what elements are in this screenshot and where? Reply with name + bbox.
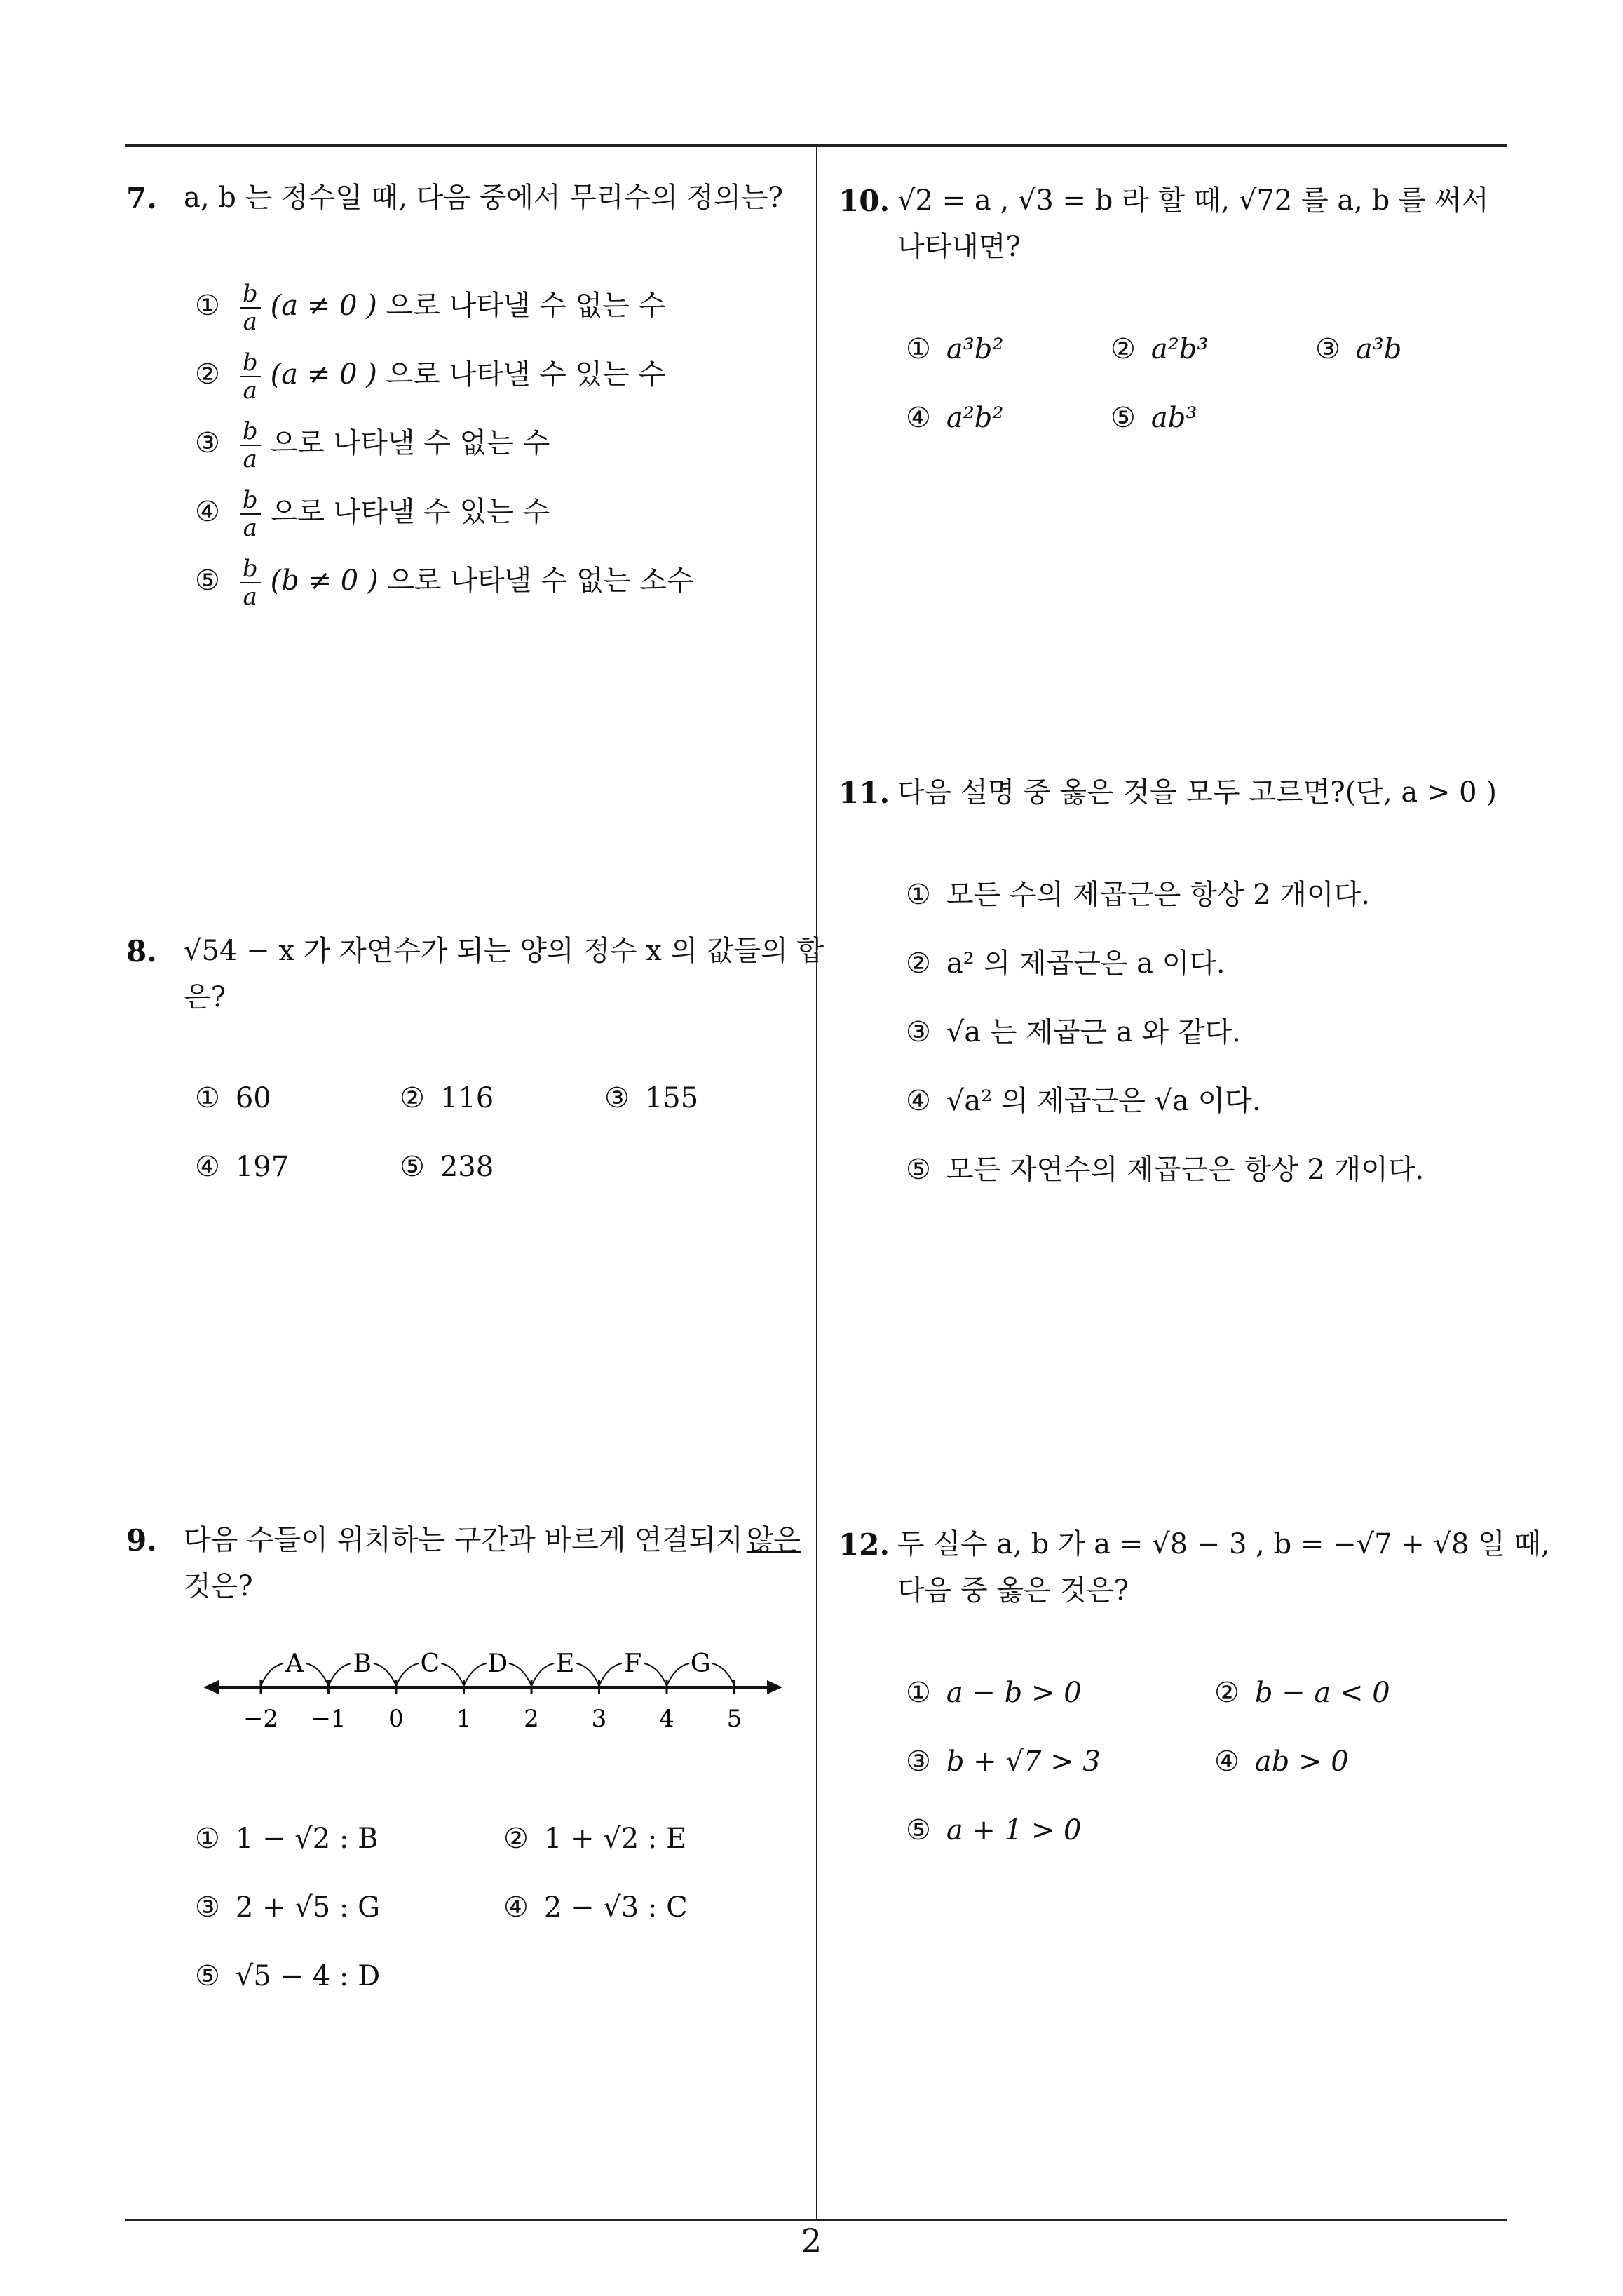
option-mark: ⑤ [195, 565, 220, 597]
option-5[interactable] [906, 1809, 1082, 1851]
option-text: 1 − √2 : B [235, 1823, 379, 1855]
number-line-label: 1 [456, 1705, 472, 1733]
option-3[interactable] [906, 1741, 1101, 1783]
question-number: 8. [126, 934, 157, 968]
option-text: a + 1 > 0 [946, 1814, 1082, 1846]
question-text-line2: 것은? [184, 1570, 253, 1602]
option-2[interactable] [906, 943, 1225, 985]
option-3[interactable] [195, 418, 550, 473]
option-2[interactable] [1214, 1672, 1390, 1714]
option-mark: ② [906, 947, 931, 980]
option-1[interactable] [906, 874, 1370, 916]
option-mark: ② [1214, 1677, 1240, 1709]
option-mark: ③ [906, 1745, 931, 1778]
option-mark: ⑤ [906, 1814, 931, 1846]
question-number: 11. [838, 776, 890, 810]
option-text: 으로 나타낼 수 없는 소수 [387, 565, 694, 597]
interval-label: B [353, 1649, 372, 1678]
option-mark: ① [195, 1823, 220, 1855]
option-mark: ① [906, 1677, 931, 1709]
option-mark: ④ [906, 402, 931, 434]
option-3[interactable] [195, 1886, 380, 1929]
option-text: 238 [440, 1151, 494, 1183]
interval-label: C [420, 1649, 440, 1678]
option-text: ab³ [1150, 402, 1197, 434]
option-text: 모든 자연수의 제곱근은 항상 2 개이다. [946, 1154, 1425, 1186]
column-divider [816, 144, 817, 2220]
question-number: 7. [126, 181, 157, 215]
bottom-rule [125, 2219, 1507, 2221]
option-text: 2 + √5 : G [235, 1891, 381, 1924]
option-1[interactable] [906, 1672, 1082, 1714]
option-text: 197 [235, 1151, 290, 1183]
option-text: 모든 수의 제곱근은 항상 2 개이다. [946, 879, 1370, 911]
option-text: a²b³ [1150, 333, 1209, 365]
option-text: a²b² [946, 402, 1004, 434]
emphasis-underlined: 않은 [746, 1524, 801, 1556]
interval-label: F [624, 1649, 642, 1678]
number-line-label: 2 [524, 1705, 539, 1733]
option-4[interactable] [1214, 1741, 1349, 1783]
option-text: 으로 나타낼 수 없는 수 [386, 290, 666, 322]
interval-label: A [285, 1649, 304, 1678]
option-4[interactable] [195, 1146, 289, 1188]
question-text-line2: 은? [184, 981, 226, 1013]
option-text: a³b [1355, 333, 1402, 365]
number-line-label: 5 [726, 1705, 742, 1733]
option-text: √a 는 제곱근 a 와 같다. [946, 1016, 1241, 1048]
question-number: 10. [838, 184, 890, 218]
option-text: b + √7 > 3 [946, 1745, 1101, 1778]
question-text-line1 [184, 1523, 801, 1557]
option-1[interactable] [906, 328, 1003, 370]
option-5[interactable] [195, 555, 694, 610]
option-text: √5 − 4 : D [235, 1960, 381, 1992]
option-mark: ① [906, 333, 931, 365]
option-mark: ⑤ [400, 1151, 425, 1183]
fraction: $\frac{b}{a}$ [240, 555, 261, 610]
option-text: 으로 나타낼 수 없는 수 [270, 427, 550, 459]
option-mark: ③ [195, 427, 220, 459]
option-3[interactable] [604, 1077, 698, 1119]
option-1[interactable] [195, 1818, 379, 1860]
option-mark: ④ [1214, 1745, 1240, 1778]
option-5[interactable] [400, 1146, 494, 1188]
option-text: 2 − √3 : C [543, 1891, 688, 1924]
option-mark: ⑤ [906, 1154, 931, 1186]
condition: (a ≠ 0 ) [270, 290, 377, 322]
option-text: a³b² [946, 333, 1004, 365]
option-1[interactable] [195, 1077, 271, 1119]
fraction: $\frac{b}{a}$ [240, 418, 261, 473]
question-text: 다음 수들이 위치하는 구간과 바르게 연결되지 [184, 1524, 743, 1556]
option-mark: ② [503, 1823, 529, 1855]
option-mark: ⑤ [195, 1960, 220, 1992]
option-text: a − b > 0 [946, 1677, 1082, 1709]
option-text: a² 의 제곱근은 a 이다. [946, 947, 1225, 980]
option-4[interactable] [503, 1886, 688, 1929]
question-number: 9. [126, 1523, 157, 1558]
option-mark: ② [400, 1082, 425, 1114]
option-mark: ② [1111, 333, 1136, 365]
option-text: 155 [644, 1082, 699, 1114]
option-mark: ③ [195, 1891, 220, 1924]
option-5[interactable] [906, 1149, 1424, 1191]
condition: (b ≠ 0 ) [270, 565, 379, 597]
option-text: 으로 나타낼 수 있는 수 [386, 358, 666, 391]
option-4[interactable] [195, 487, 550, 541]
option-2[interactable] [195, 349, 665, 404]
question-text-line2: 나타내면? [897, 231, 1021, 263]
question-text: a, b 는 정수일 때, 다음 중에서 무리수의 정의는? [184, 182, 783, 214]
option-mark: ④ [906, 1085, 931, 1117]
option-mark: ④ [195, 1151, 220, 1183]
option-mark: ③ [906, 1016, 931, 1048]
interval-label: G [690, 1649, 711, 1678]
option-2[interactable] [1111, 328, 1208, 370]
option-text: 60 [235, 1082, 271, 1114]
option-5[interactable] [1111, 397, 1197, 439]
option-mark: ④ [503, 1891, 529, 1924]
number-line-label: 4 [659, 1705, 674, 1733]
question-text-line1: √54 − x 가 자연수가 되는 양의 정수 x 의 값들의 합 [184, 935, 824, 967]
question-text-line1: 두 실수 a, b 가 a = √8 − 3 , b = −√7 + √8 일 때, [897, 1528, 1550, 1560]
option-mark: ③ [1315, 333, 1340, 365]
page-number: 2 [801, 2222, 822, 2260]
number-line-label: 0 [388, 1705, 404, 1733]
option-mark: ④ [195, 496, 220, 528]
question-number: 12. [838, 1527, 890, 1562]
question-text-line1: √2 = a , √3 = b 라 할 때, √72 를 a, b 를 써서 [897, 184, 1489, 217]
number-line [203, 1641, 785, 1739]
option-4[interactable] [906, 1080, 1261, 1122]
option-5[interactable] [195, 1955, 380, 1997]
number-line-label: 3 [591, 1705, 607, 1733]
fraction: $\frac{b}{a}$ [240, 281, 261, 335]
option-mark: ② [195, 358, 220, 391]
condition: (a ≠ 0 ) [270, 358, 377, 391]
option-text: 116 [440, 1082, 494, 1114]
interval-label: D [487, 1649, 508, 1678]
option-3[interactable] [1315, 328, 1401, 370]
option-mark: ① [195, 1082, 220, 1114]
option-2[interactable] [503, 1818, 686, 1860]
option-2[interactable] [400, 1077, 494, 1119]
question-text: 다음 설명 중 옳은 것을 모두 고르면?(단, a > 0 ) [897, 776, 1497, 809]
option-text: 1 + √2 : E [543, 1823, 687, 1855]
fraction: $\frac{b}{a}$ [240, 349, 261, 404]
option-text: b − a < 0 [1254, 1677, 1390, 1709]
option-4[interactable] [906, 397, 1003, 439]
number-line-label: −2 [243, 1705, 279, 1733]
option-3[interactable] [906, 1011, 1241, 1053]
interval-label: E [556, 1649, 575, 1678]
question-text-line2: 다음 중 옳은 것은? [897, 1574, 1129, 1607]
option-text: √a² 의 제곱근은 √a 이다. [946, 1085, 1261, 1117]
fraction: $\frac{b}{a}$ [240, 487, 261, 541]
number-line-label: −1 [311, 1705, 346, 1733]
option-mark: ① [906, 879, 931, 911]
option-text: 으로 나타낼 수 있는 수 [270, 496, 550, 528]
option-mark: ⑤ [1111, 402, 1136, 434]
option-mark: ① [195, 290, 220, 322]
option-1[interactable] [195, 281, 665, 335]
option-text: ab > 0 [1254, 1745, 1349, 1778]
option-mark: ③ [604, 1082, 630, 1114]
